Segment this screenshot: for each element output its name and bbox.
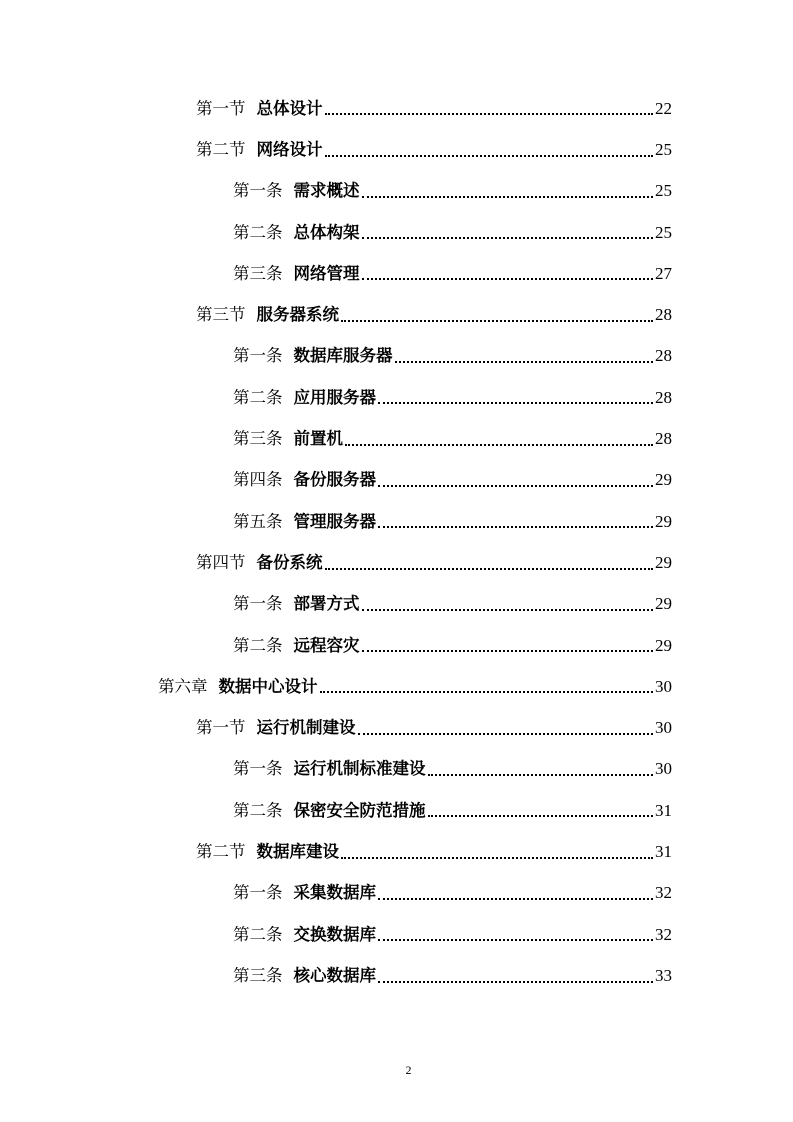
toc-entry-number: 第六章	[158, 676, 208, 696]
toc-entry-page: 32	[655, 883, 672, 903]
toc-dot-leader	[320, 691, 654, 693]
toc-dot-leader	[341, 857, 653, 859]
toc-entry-number: 第一条	[233, 883, 283, 903]
toc-dot-leader	[325, 113, 654, 115]
toc-entry-number: 第三条	[233, 263, 283, 283]
toc-dot-leader	[325, 568, 654, 570]
toc-entry[interactable]	[0, 873, 793, 914]
toc-dot-leader	[362, 650, 654, 652]
toc-dot-leader	[378, 939, 653, 941]
toc-dot-leader	[395, 361, 654, 363]
toc-entry[interactable]	[0, 418, 793, 459]
toc-entry-title: 需求概述	[293, 181, 360, 201]
toc-entry-page: 29	[655, 511, 672, 531]
toc-entry[interactable]	[0, 707, 793, 748]
toc-dot-leader	[428, 815, 654, 817]
toc-entry-page: 28	[655, 305, 672, 325]
toc-entry-title: 运行机制建设	[256, 718, 356, 738]
toc-entry-title: 网络管理	[293, 263, 360, 283]
toc-entry-number: 第四条	[233, 470, 283, 490]
toc-entry-page: 31	[655, 841, 672, 861]
toc-entry[interactable]	[0, 790, 793, 831]
toc-entry-number: 第二节	[196, 841, 246, 861]
toc-entry-number: 第二条	[233, 222, 283, 242]
toc-entry[interactable]	[0, 501, 793, 542]
toc-entry-number: 第一条	[233, 594, 283, 614]
toc-dot-leader	[378, 526, 653, 528]
toc-entry-title: 保密安全防范措施	[293, 800, 426, 820]
toc-entry-number: 第四节	[196, 552, 246, 572]
toc-entry[interactable]	[0, 666, 793, 707]
toc-entry-title: 备份系统	[256, 552, 323, 572]
toc-entry[interactable]	[0, 88, 793, 129]
toc-dot-leader	[378, 402, 653, 404]
toc-entry[interactable]	[0, 377, 793, 418]
toc-entry-title: 备份服务器	[293, 470, 376, 490]
toc-entry-number: 第二节	[196, 139, 246, 159]
toc-entry-number: 第二条	[233, 635, 283, 655]
toc-entry-number: 第二条	[233, 800, 283, 820]
toc-entry-page: 25	[655, 139, 672, 159]
toc-entry-number: 第一条	[233, 759, 283, 779]
toc-dot-leader	[362, 278, 654, 280]
toc-entry-page: 29	[655, 470, 672, 490]
toc-dot-leader	[378, 898, 653, 900]
toc-dot-leader	[378, 981, 653, 983]
toc-entry-number: 第一节	[196, 98, 246, 118]
toc-dot-leader	[428, 774, 654, 776]
toc-entry-page: 29	[655, 552, 672, 572]
toc-entry-page: 31	[655, 800, 672, 820]
toc-entry-number: 第二条	[233, 387, 283, 407]
page-number: 2	[405, 1063, 412, 1077]
toc-entry-title: 数据库建设	[256, 841, 339, 861]
toc-dot-leader	[358, 733, 654, 735]
toc-entry-title: 前置机	[293, 429, 343, 449]
toc-entry-title: 总体设计	[256, 98, 323, 118]
table-of-contents	[0, 88, 793, 997]
toc-entry-title: 数据中心设计	[218, 676, 318, 696]
toc-entry[interactable]	[0, 955, 793, 996]
toc-entry-page: 30	[655, 759, 672, 779]
toc-dot-leader	[378, 485, 653, 487]
toc-entry[interactable]	[0, 831, 793, 872]
toc-dot-leader	[341, 320, 653, 322]
toc-entry-title: 交换数据库	[293, 924, 376, 944]
toc-entry-page: 28	[655, 387, 672, 407]
toc-entry-number: 第三条	[233, 429, 283, 449]
toc-entry[interactable]	[0, 625, 793, 666]
toc-entry-title: 数据库服务器	[293, 346, 393, 366]
toc-entry[interactable]	[0, 336, 793, 377]
toc-dot-leader	[362, 196, 654, 198]
toc-entry-title: 核心数据库	[293, 965, 376, 985]
toc-entry[interactable]	[0, 253, 793, 294]
toc-entry-number: 第三节	[196, 305, 246, 325]
toc-entry-page: 33	[655, 965, 672, 985]
toc-entry-page: 27	[655, 263, 672, 283]
toc-entry[interactable]	[0, 914, 793, 955]
toc-dot-leader	[345, 444, 653, 446]
toc-entry[interactable]	[0, 460, 793, 501]
toc-entry-number: 第二条	[233, 924, 283, 944]
toc-entry-title: 管理服务器	[293, 511, 376, 531]
toc-entry[interactable]	[0, 294, 793, 335]
toc-entry-title: 网络设计	[256, 139, 323, 159]
toc-entry-title: 应用服务器	[293, 387, 376, 407]
toc-entry-page: 22	[655, 98, 672, 118]
toc-dot-leader	[362, 237, 654, 239]
toc-entry-page: 29	[655, 635, 672, 655]
toc-entry-number: 第三条	[233, 965, 283, 985]
toc-entry-page: 28	[655, 429, 672, 449]
toc-entry[interactable]	[0, 542, 793, 583]
toc-entry-page: 28	[655, 346, 672, 366]
toc-entry-page: 29	[655, 594, 672, 614]
toc-entry[interactable]	[0, 171, 793, 212]
toc-entry[interactable]	[0, 129, 793, 170]
toc-entry-title: 总体构架	[293, 222, 360, 242]
toc-entry-title: 采集数据库	[293, 883, 376, 903]
toc-entry-page: 30	[655, 718, 672, 738]
toc-entry-page: 25	[655, 181, 672, 201]
toc-entry-number: 第一条	[233, 181, 283, 201]
toc-entry-number: 第五条	[233, 511, 283, 531]
toc-entry-page: 30	[655, 676, 672, 696]
toc-entry-title: 部署方式	[293, 594, 360, 614]
toc-entry-page: 25	[655, 222, 672, 242]
toc-entry[interactable]	[0, 212, 793, 253]
toc-entry-page: 32	[655, 924, 672, 944]
toc-entry-number: 第一条	[233, 346, 283, 366]
toc-entry-title: 远程容灾	[293, 635, 360, 655]
toc-entry-title: 服务器系统	[256, 305, 339, 325]
toc-entry[interactable]	[0, 584, 793, 625]
toc-entry-number: 第一节	[196, 718, 246, 738]
toc-entry[interactable]	[0, 749, 793, 790]
toc-entry-title: 运行机制标准建设	[293, 759, 426, 779]
toc-dot-leader	[362, 609, 654, 611]
toc-dot-leader	[325, 155, 654, 157]
